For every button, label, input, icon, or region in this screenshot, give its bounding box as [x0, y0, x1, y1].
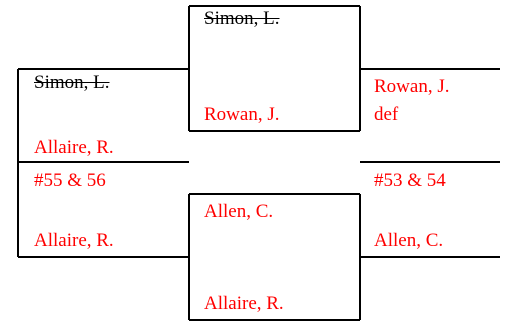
left-slot-winner: Allaire, R. — [34, 137, 114, 158]
right-bottom-match-ref: #53 & 54 — [374, 170, 446, 191]
right-slot-result: def — [374, 104, 399, 125]
bottom-match-player-top: Allen, C. — [204, 201, 274, 222]
left-bottom-winner: Allaire, R. — [34, 230, 114, 251]
top-match-struck-player: Simon, L. — [204, 8, 280, 29]
right-bottom-winner: Allen, C. — [374, 230, 444, 251]
right-slot-winner: Rowan, J. — [374, 76, 450, 97]
left-slot-struck-player: Simon, L. — [34, 72, 110, 93]
top-match-winner: Rowan, J. — [204, 104, 280, 125]
bottom-match-player-bottom: Allaire, R. — [204, 293, 284, 314]
left-bottom-match-ref: #55 & 56 — [34, 170, 106, 191]
